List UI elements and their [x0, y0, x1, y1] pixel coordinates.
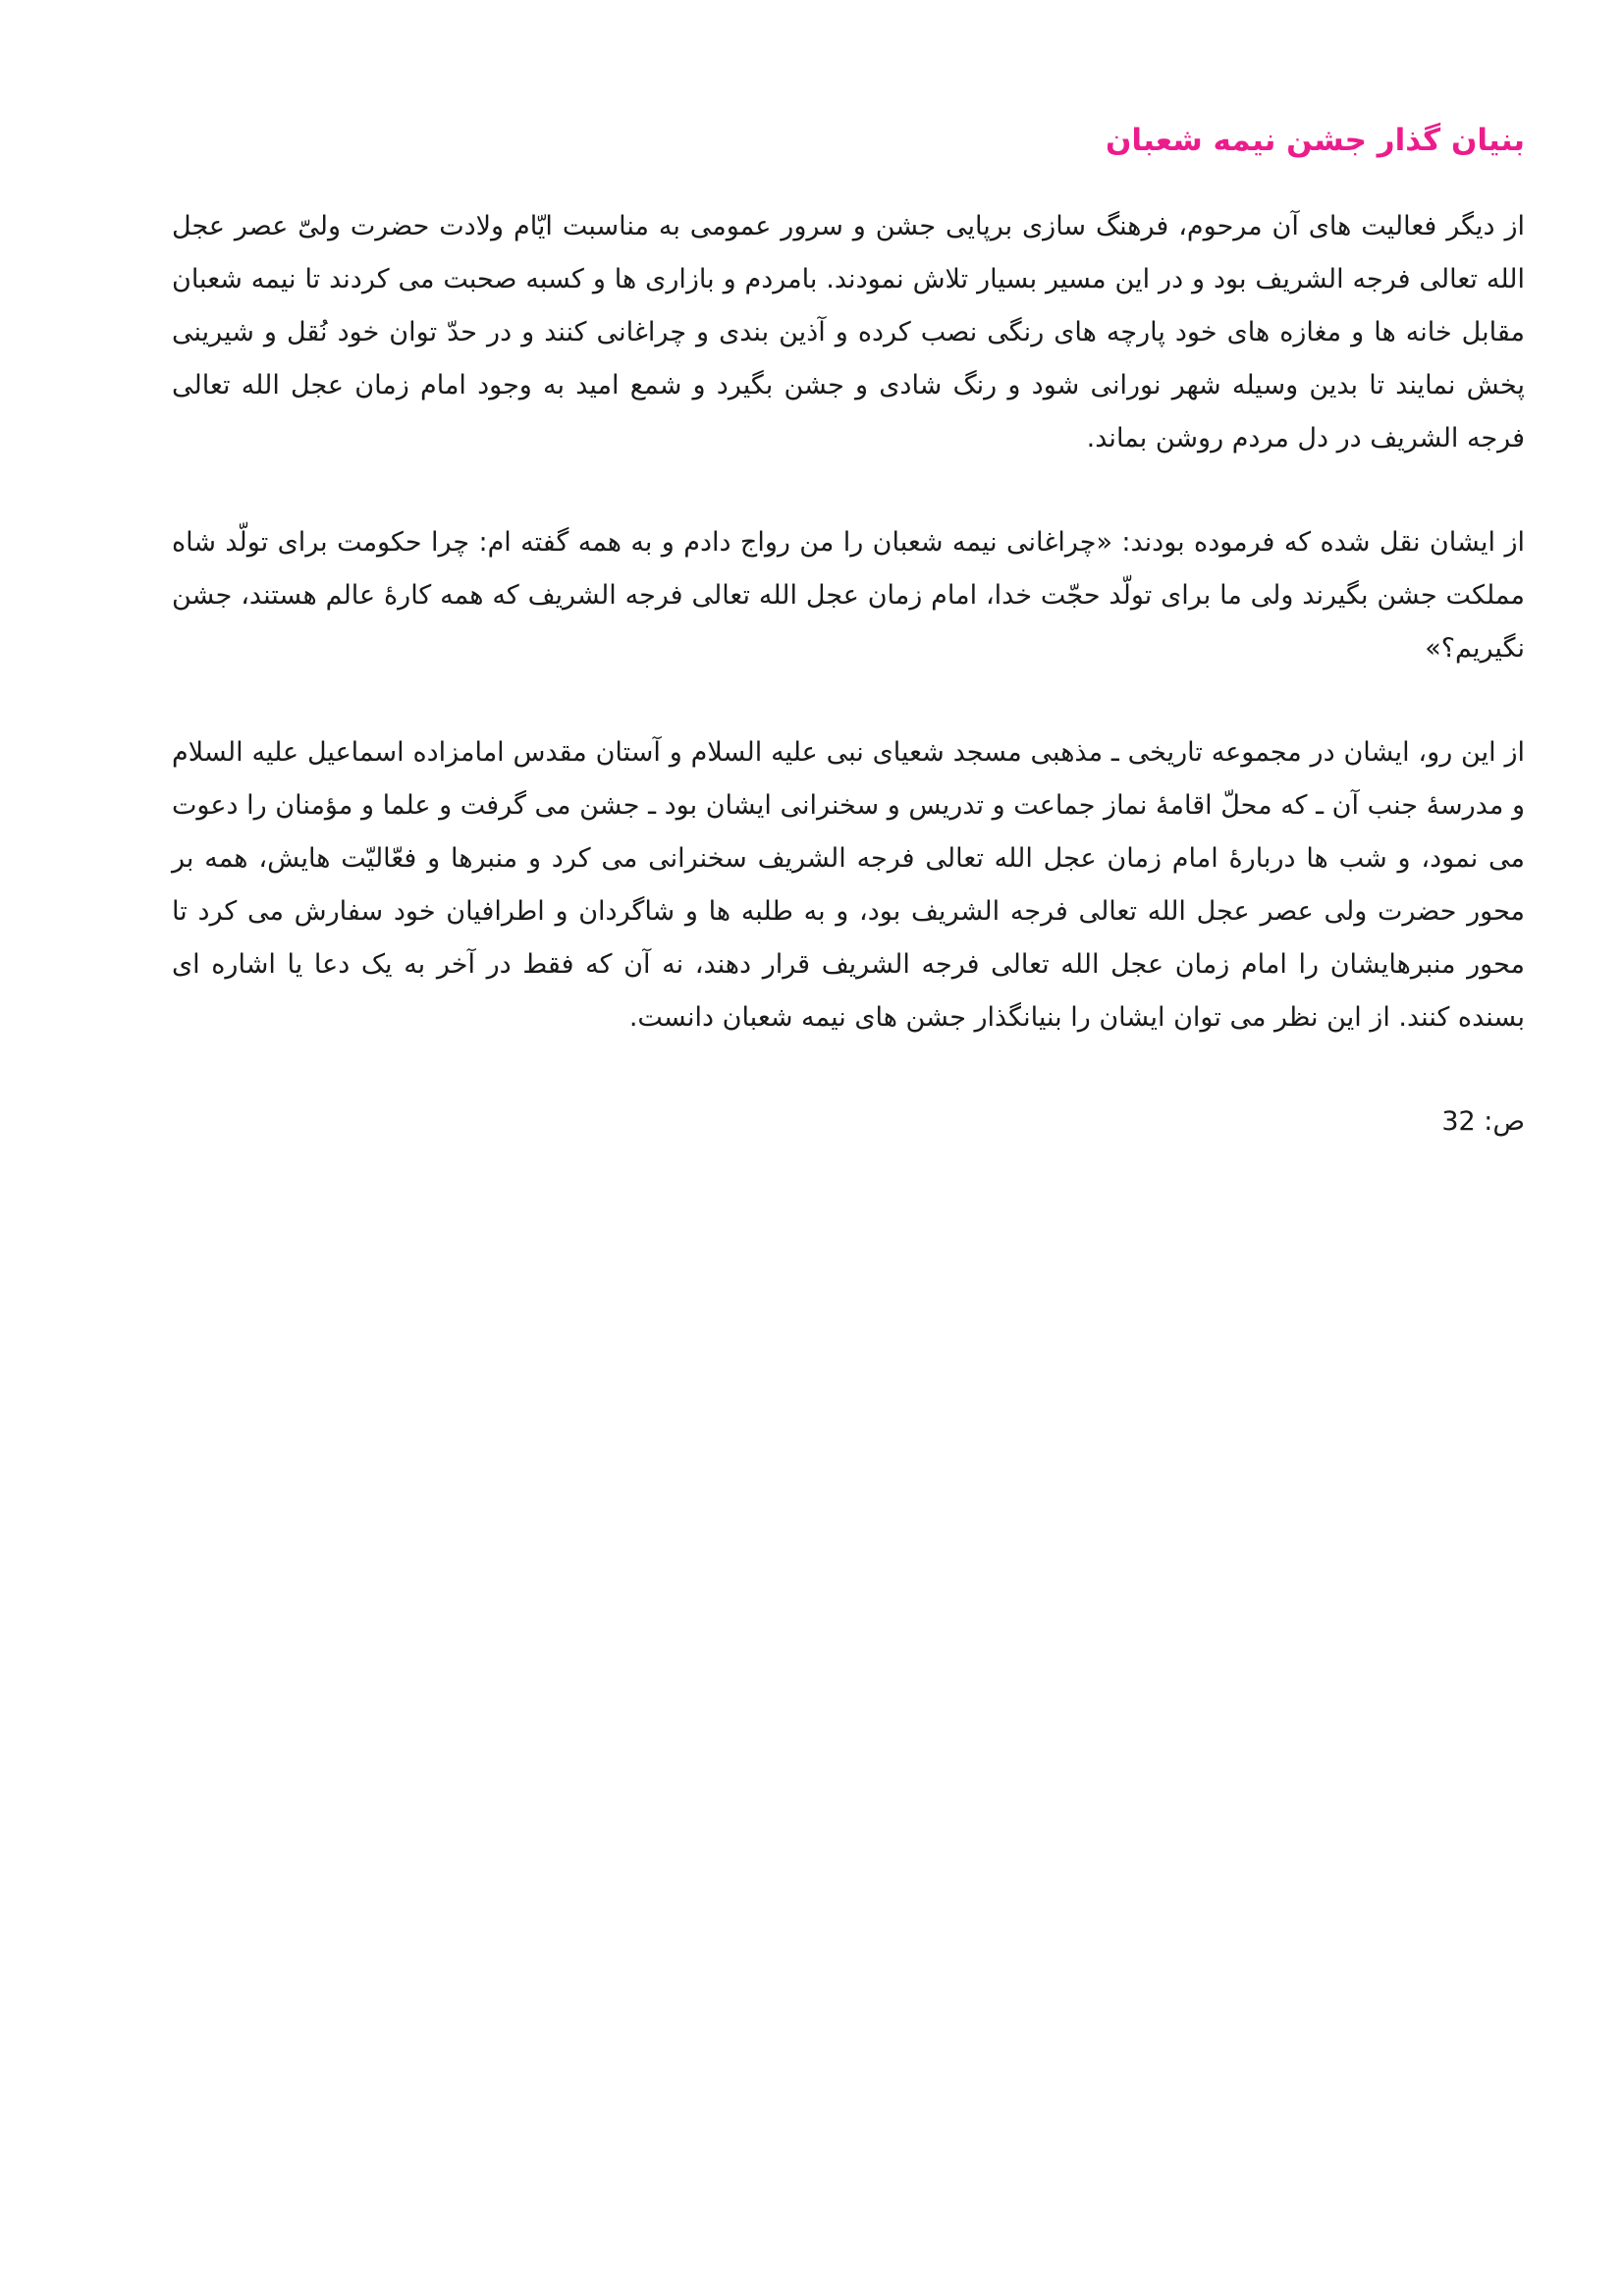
paragraph-founder: از این رو، ایشان در مجموعه تاریخی ـ مذهبی مسجد شعیای نبی علیه السلام و آستان مقدس امامزاده اسماعیل علیه السلام و مدرسهٔ جنب آن ـ که محلّ اقامهٔ نماز جماعت و تدریس و سخنرانی ایشان بود ـ جشن می گرفت و علما و مؤمنان را دعوت می نمود، و شب ها دربارهٔ امام زمان عجل الله تعالی فرجه الشریف سخنرانی می کرد و منبرها و فعّالیّت هایش، همه بر محور حضرت ولی عصر عجل الله تعالی فرجه الشریف بود، و به طلبه ها و شاگردان و اطرافیان خود سفارش می کرد تا محور منبرهایشان را امام زمان عجل الله تعالی فرجه الشریف قرار دهند، نه آن که فقط در آخر به یک دعا یا اشاره ای بسنده کنند. از این نظر می توان ایشان را بنیانگذار جشن های نیمه شعبان دانست. [172, 737, 1525, 1033]
section-heading: بنیان گذار جشن نیمه شعبان [1105, 123, 1525, 158]
paragraph-celebration-culture: از دیگر فعالیت های آن مرحوم، فرهنگ سازی برپایی جشن و سرور عمومی به مناسبت ایّام ولادت حضرت ولیّ عصر عجل الله تعالی فرجه الشریف بود و در این مسیر بسیار تلاش نمودند. بامردم و بازاری ها و کسبه صحبت می کردند تا نیمه شعبان مقابل خانه ها و مغازه های خود پارچه های رنگی نصب کرده و آذین بندی و چراغانی کنند و در حدّ توان خود نُقل و شیرینی پخش نمایند تا بدین وسیله شهر نورانی شود و رنگ شادی و جشن بگیرد و شمع امید به وجود امام زمان عجل الله تعالی فرجه الشریف در دل مردم روشن بماند. [172, 211, 1525, 454]
document-page [172, 118, 1525, 1148]
paragraph-quote: از ایشان نقل شده که فرموده بودند: «چراغانی نیمه شعبان را من رواج دادم و به همه گفته ام: چرا حکومت برای تولّد شاه مملکت جشن بگیرند ولی ما برای تولّد حجّت خدا، امام زمان عجل الله تعالی فرجه الشریف که همه کارهٔ عالم هستند، جشن نگیریم؟» [172, 527, 1525, 664]
page-number: ص: 32 [1441, 1106, 1525, 1137]
